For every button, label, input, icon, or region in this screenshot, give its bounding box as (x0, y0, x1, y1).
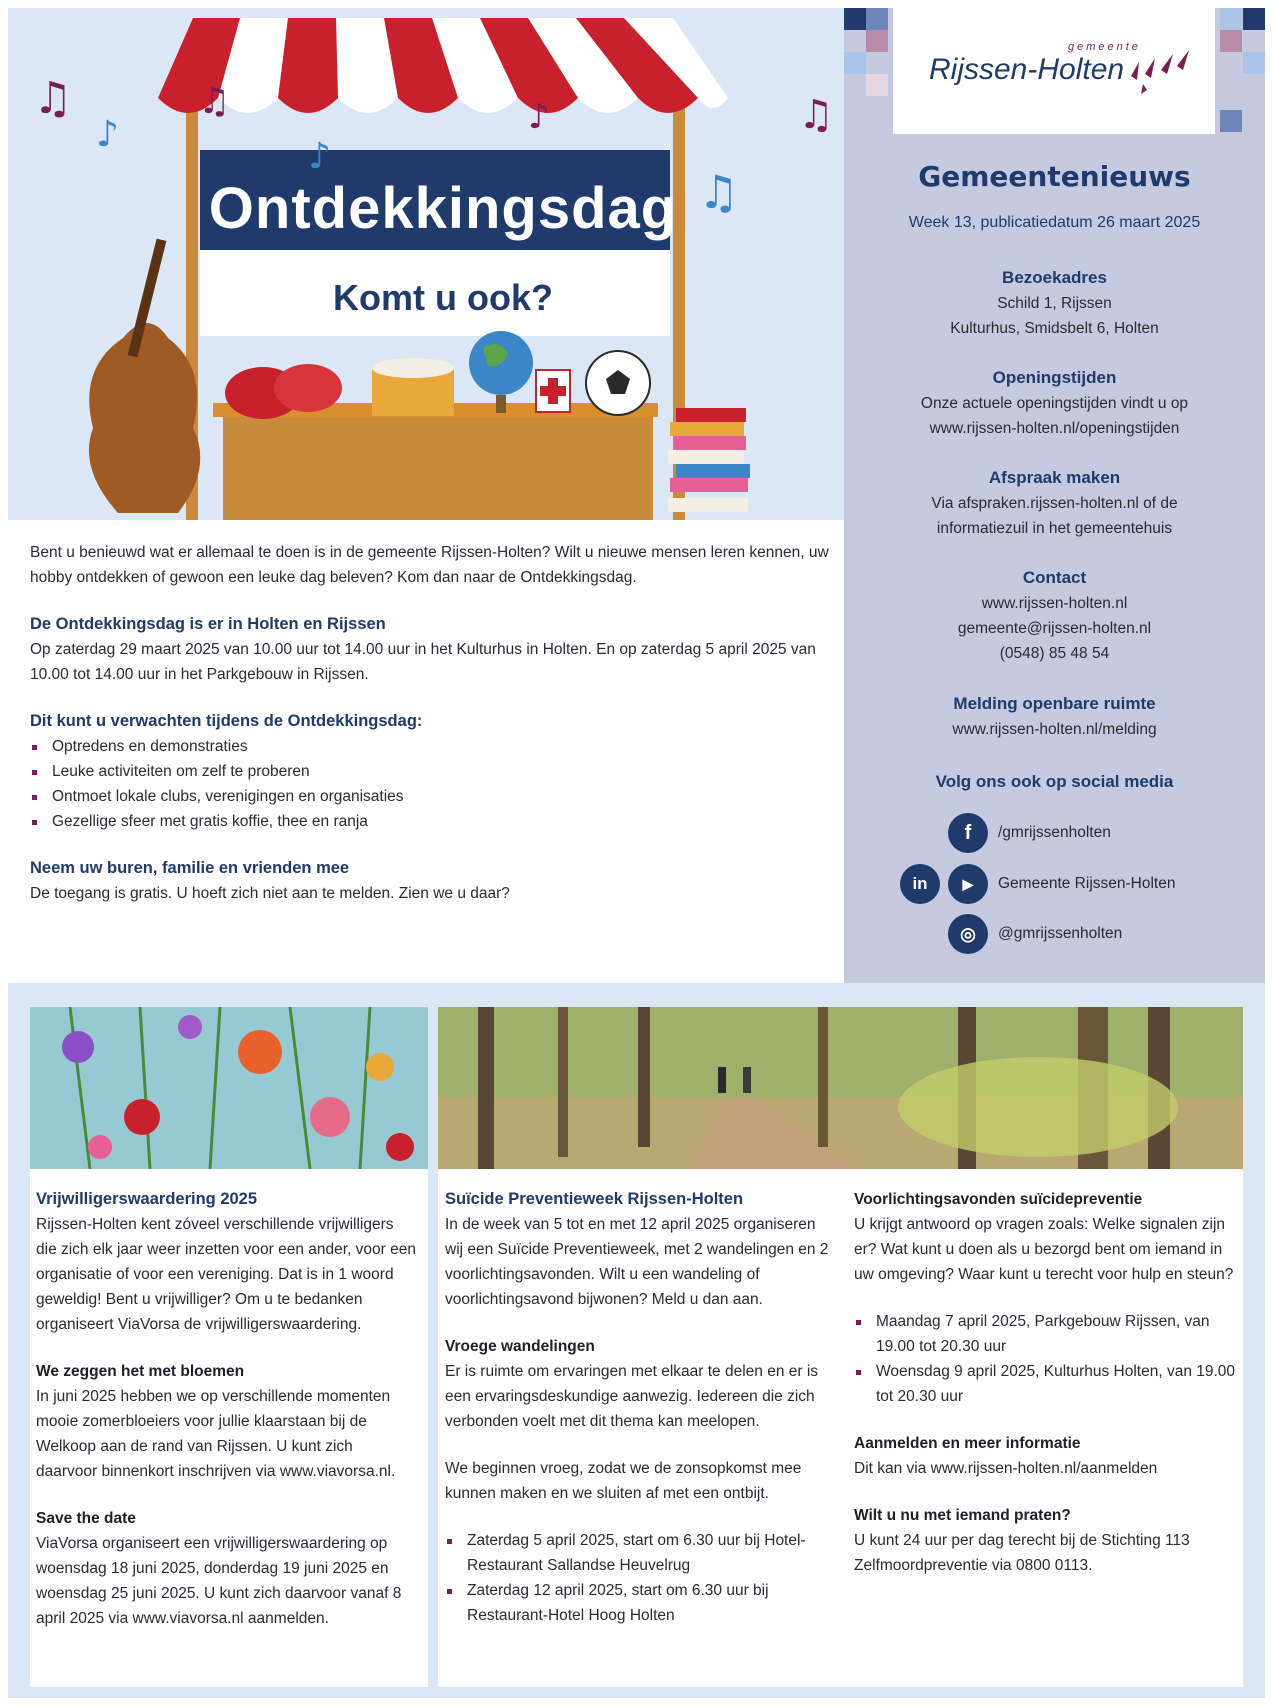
publication-week: Week 13, publicatiedatum 26 maart 2025 (908, 214, 1201, 231)
logo-prefix: gemeente (1068, 41, 1141, 53)
bring-heading: Neem uw buren, familie en vrienden mee (30, 859, 350, 877)
svg-text:♫: ♫ (33, 73, 73, 124)
volunteer-text: Rijssen-Holten kent zóveel verschillende vrijwilligers die zich elk jaar weer inzetten voor een ander, voor een organisatie of voor een vereniging. Dat is in 1 woord geweldig! Bent u vrijwilliger? Om u te bedanken organiseert ViaVorsa de vrijwilligerswaardering. (36, 1216, 416, 1333)
svg-text:♪: ♪ (308, 136, 331, 177)
expect-heading: Dit kunt u verwachten tijdens de Ontdekkingsdag: (30, 712, 423, 730)
flowers-text: In juni 2025 hebben we op verschillende momenten mooie zomerbloeiers voor jullie klaarstaan bij de Welkoop aan de rand van Rijssen. U kunt zich daarvoor binnenkort inschrijven via www.viavorsa.nl. (36, 1388, 396, 1480)
linkedin-icon[interactable]: in (900, 864, 940, 904)
flowers-photo-icon (30, 1007, 428, 1169)
phone-number[interactable]: (0548) 85 48 54 (999, 645, 1110, 662)
list-item: Zaterdag 12 april 2025, start om 6.30 uur bij Restaurant-Hotel Hoog Holten (445, 1578, 830, 1628)
prevention-text: In de week van 5 tot en met 12 april 2025 organiseren wij een Suïcide Preventieweek, met 2 wandelingen en 2 voorlichtingsavonden. Wilt u een wandeling of voorlichtingsavond bijwonen? Meld u dan aan. (445, 1216, 829, 1308)
section-line: Onze actuele openingstijden vindt u op (920, 395, 1189, 412)
list-item: Ontmoet lokale clubs, verenigingen en organisaties (30, 784, 830, 809)
list-item: Zaterdag 5 april 2025, start om 6.30 uur bij Hotel-Restaurant Sallandse Heuvelrug (445, 1528, 830, 1578)
info-evenings-list (854, 1309, 1239, 1409)
info-evenings-column (854, 1187, 1239, 1578)
logo-mark-icon (1123, 48, 1193, 98)
hero-subtitle: Komt u ook? (333, 277, 553, 318)
svg-text:♫: ♫ (698, 165, 740, 219)
when-text: Op zaterdag 29 maart 2025 van 10.00 uur tot 14.00 uur in het Kulturhus in Holten. En op zaterdag 5 april 2025 van 10.00 tot 14.00 uur in het Parkgebouw in Rijssen. (30, 641, 816, 683)
talk-subheading: Wilt u nu met iemand praten? (854, 1507, 1071, 1524)
prevention-heading: Suïcide Preventieweek Rijssen-Holten (445, 1190, 744, 1208)
list-item: Leuke activiteiten om zelf te proberen (30, 759, 830, 784)
info-evenings-heading: Voorlichtingsavonden suïcidepreventie (854, 1191, 1143, 1208)
save-date-subheading: Save the date (36, 1510, 136, 1527)
walks-text: Er is ruimte om ervaringen met elkaar te delen en er is een ervaringsdeskundige aanwezig. Iedereen die zich verbonden voelt met dit thema kan meelopen. (445, 1363, 819, 1430)
section-line: Kulturhus, Smidsbelt 6, Holten (950, 320, 1159, 337)
register-subheading: Aanmelden en meer informatie (854, 1435, 1081, 1452)
section-heading: Afspraak maken (988, 468, 1121, 487)
linkedin-youtube-handle[interactable]: Gemeente Rijssen-Holten (998, 875, 1176, 892)
sidebar (844, 8, 1265, 983)
svg-text:♫: ♫ (198, 81, 231, 122)
expect-list (30, 734, 830, 834)
section-line: Via afspraken.rijssen-holten.nl of de (931, 495, 1178, 512)
save-date-text: ViaVorsa organiseert een vrijwilligerswaardering op woensdag 18 juni 2025, donderdag 19 juni 2025 en woensdag 25 juni 2025. U kunt zich daarvoor vanaf 8 april 2025 via www.viavorsa.nl aanmelden. (36, 1535, 402, 1627)
section-line: informatiezuil in het gemeentehuis (936, 520, 1173, 537)
bottom-section (8, 983, 1265, 1698)
svg-text:♪: ♪ (96, 114, 119, 155)
instagram-row[interactable] (948, 914, 1122, 954)
list-item: Woensdag 9 april 2025, Kulturhus Holten, van 19.00 tot 20.30 uur (854, 1359, 1239, 1409)
section-heading: Contact (1022, 568, 1087, 587)
social-heading (844, 769, 1265, 795)
bring-text: De toegang is gratis. U hoeft zich niet aan te melden. Zien we u daar? (30, 885, 510, 902)
list-item: Optredens en demonstraties (30, 734, 830, 759)
website-link[interactable]: www.rijssen-holten.nl (981, 595, 1128, 612)
walks-text-2: We beginnen vroeg, zodat we de zonsopkomst mee kunnen maken en we sluiten af met een ontbijt. (445, 1460, 802, 1502)
instagram-icon[interactable]: ◎ (948, 914, 988, 954)
section-heading: Openingstijden (992, 368, 1117, 387)
report-link[interactable]: www.rijssen-holten.nl/melding (952, 721, 1157, 738)
talk-text: U kunt 24 uur per dag terecht bij de Stichting 113 Zelfmoordpreventie via 0800 0113. (854, 1532, 1190, 1574)
intro-text: Bent u benieuwd wat er allemaal te doen is in de gemeente Rijssen-Holten? Wilt u nieuwe mensen leren kennen, uw hobby ontdekken of gewoon een leuke dag beleven? Kom dan naar de Ontdekkingsdag. (30, 544, 829, 586)
main-article (30, 540, 830, 906)
flowers-subheading: We zeggen het met bloemen (36, 1363, 245, 1380)
section-line: Schild 1, Rijssen (997, 295, 1112, 312)
public-space-report-section (844, 691, 1265, 742)
section-heading: Melding openbare ruimte (953, 694, 1156, 713)
logo-name: Rijssen-Holten (929, 53, 1125, 86)
hero-title: Ontdekkingsdag (208, 175, 678, 241)
when-heading: De Ontdekkingsdag is er in Holten en Rijssen (30, 615, 386, 633)
info-evenings-text: U krijgt antwoord op vragen zoals: Welke signalen zijn er? Wat kunt u doen als u bezorgd bent om iemand in uw omgeving? Waar kunt u terecht voor hulp en steun? (854, 1216, 1234, 1283)
facebook-handle[interactable]: /gmrijssenholten (998, 824, 1111, 841)
volunteer-heading: Vrijwilligerswaardering 2025 (36, 1190, 258, 1208)
list-item: Maandag 7 april 2025, Parkgebouw Rijssen, van 19.00 tot 20.30 uur (854, 1309, 1239, 1359)
svg-text:♫: ♫ (798, 92, 834, 138)
municipality-logo[interactable] (893, 8, 1215, 134)
opening-hours-section (844, 365, 1265, 441)
visit-address-section (844, 265, 1265, 341)
volunteer-panel (30, 1007, 428, 1687)
youtube-icon[interactable]: ▶ (948, 864, 988, 904)
newsletter-title: Gemeentenieuws (918, 160, 1191, 193)
instagram-handle[interactable]: @gmrijssenholten (998, 925, 1123, 942)
appointment-section (844, 465, 1265, 541)
hero-illustration (8, 8, 844, 520)
walks-list (445, 1528, 830, 1628)
section-heading: Bezoekadres (1002, 268, 1107, 287)
facebook-icon[interactable]: f (948, 813, 988, 853)
email-link[interactable]: gemeente@rijssen-holten.nl (957, 620, 1152, 637)
prevention-week-column (445, 1187, 830, 1628)
svg-text:♪: ♪ (528, 97, 550, 137)
walks-subheading: Vroege wandelingen (445, 1338, 595, 1355)
list-item: Gezellige sfeer met gratis koffie, thee en ranja (30, 809, 830, 834)
linkedin-youtube-row[interactable] (900, 864, 1175, 904)
facebook-row[interactable] (948, 813, 1111, 853)
opening-hours-link[interactable]: www.rijssen-holten.nl/openingstijden (929, 420, 1180, 437)
social-heading-text: Volg ons ook op social media (935, 772, 1174, 791)
forest-path-photo-icon (438, 1007, 1243, 1169)
register-text: Dit kan via www.rijssen-holten.nl/aanmelden (854, 1460, 1158, 1477)
contact-section (844, 565, 1265, 666)
